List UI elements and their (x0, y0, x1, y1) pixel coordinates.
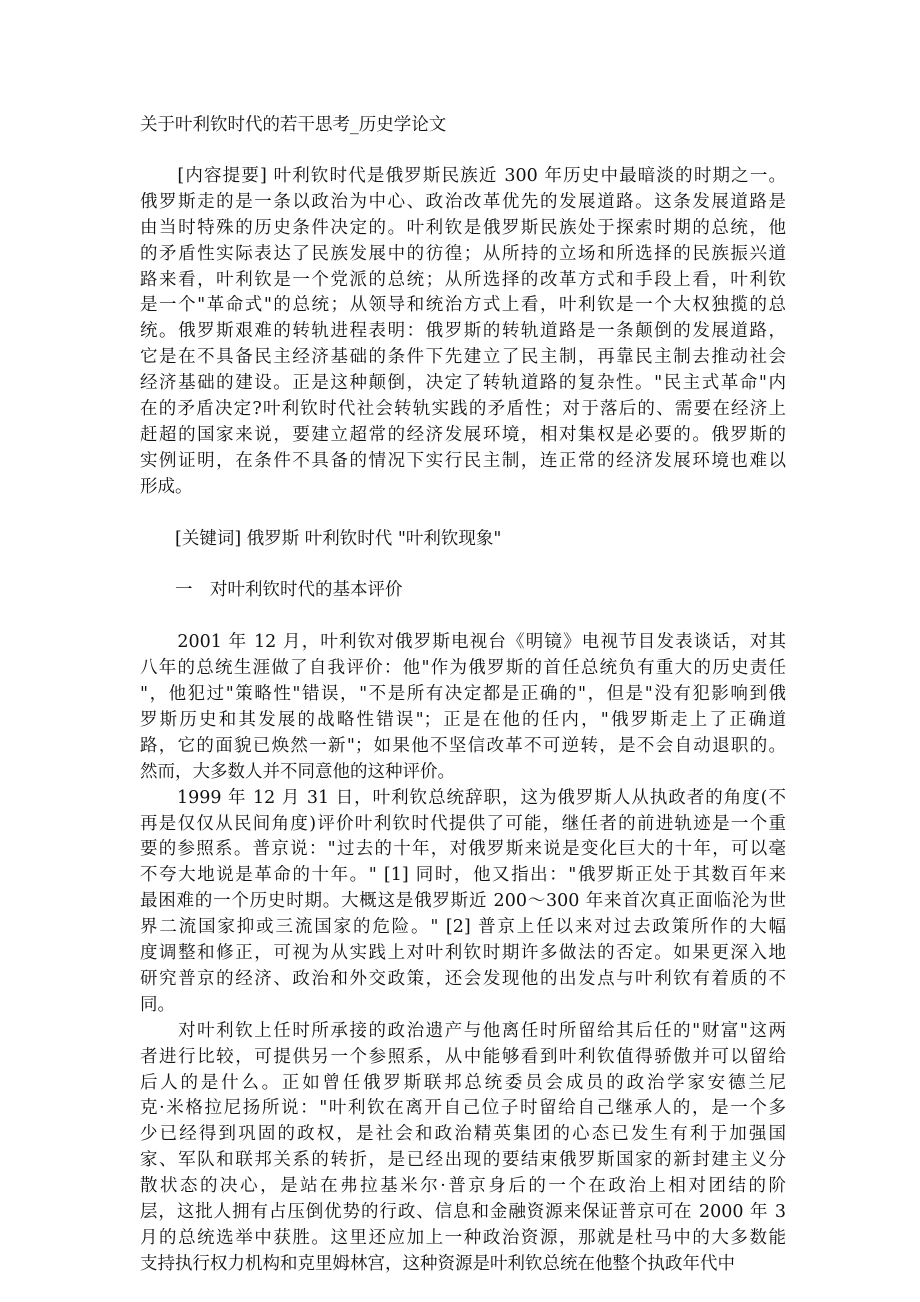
text-line: 要的参照系。普京说："过去的十年，对俄罗斯来说是变化巨大的十年，可以毫 (140, 839, 786, 860)
text-line: 在的矛盾决定?叶利钦时代社会转轨实践的矛盾性；对于落后的、需要在经济上 (140, 399, 786, 420)
text-line: "，他犯过"策略性"错误，"不是所有决定都是正确的"，但是"没有犯影响到俄 (140, 684, 786, 705)
text-line: 家、军队和联邦关系的转折，是已经出现的要结束俄罗斯国家的新封建主义分 (140, 1150, 786, 1171)
text-line: 后人的是什么。正如曾任俄罗斯联邦总统委员会成员的政治学家安德兰尼 (140, 1072, 786, 1093)
spacer (140, 604, 786, 630)
text-line: 路，它的面貌已焕然一新"；如果他不坚信改革不可逆转，是不会自动退职的。 (140, 735, 786, 756)
text-line: 八年的总统生涯做了自我评价：他"作为俄罗斯的首任总统负有重大的历史责任 (140, 658, 786, 679)
text-line: 同。 (140, 994, 175, 1015)
text-line: 2001 年 12 月，叶利钦对俄罗斯电视台《明镜》电视节目发表谈话，对其 (140, 632, 786, 653)
body-paragraph-2 (140, 786, 786, 1019)
text-line: 散状态的决心，是站在弗拉基米尔·普京身后的一个在政治上相对团结的阶 (140, 1176, 786, 1197)
text-line: 最困难的一个历史时期。大概这是俄罗斯近 200～300 年来首次真正面临沦为世 (140, 891, 786, 912)
text-line: 由当时特殊的历史条件决定的。叶利钦是俄罗斯民族处于探索时期的总统，他 (140, 217, 786, 238)
spacer (140, 501, 786, 527)
text-line: 路来看，叶利钦是一个党派的总统；从所选择的改革方式和手段上看，叶利钦 (140, 269, 786, 290)
text-line: 者进行比较，可提供另一个参照系，从中能够看到叶利钦值得骄傲并可以留给 (140, 1046, 786, 1067)
text-line: 1999 年 12 月 31 日，叶利钦总统辞职，这为俄罗斯人从执政者的角度(不 (140, 787, 786, 808)
text-line: 的矛盾性实际表达了民族发展中的彷徨；从所持的立场和所选择的民族振兴道 (140, 243, 786, 264)
body-paragraph-3 (140, 1019, 786, 1278)
text-line: 然而，大多数人并不同意他的这种评价。 (140, 761, 455, 782)
document-title: 关于叶利钦时代的若干思考_历史学论文 (140, 115, 447, 135)
text-line: 少已经得到巩固的政权，是社会和政治精英集团的心态已发生有利于加强国 (140, 1124, 786, 1145)
text-line: 对叶利钦上任时所承接的政治遗产与他离任时所留给其后任的"财富"这两 (140, 1020, 786, 1041)
document-page (140, 112, 786, 1278)
abstract-paragraph (140, 164, 786, 501)
spacer (140, 552, 786, 578)
section-heading: 一 对叶利钦时代的基本评价 (140, 580, 403, 601)
text-line: 界二流国家抑或三流国家的危险。" [2] 普京上任以来对过去政策所作的大幅 (140, 917, 786, 938)
text-line: 是一个"革命式"的总统；从领导和统治方式上看，叶利钦是一个大权独揽的总 (140, 295, 786, 316)
text-line: 不夸大地说是革命的十年。" [1] 同时，他又指出："俄罗斯正处于其数百年来 (140, 865, 786, 886)
text-line: 度调整和修正，可视为从实践上对叶利钦时期许多做法的否定。如果更深入地 (140, 943, 786, 964)
text-line: 月的总统选举中获胜。这里还应加上一种政治资源，那就是杜马中的大多数能 (140, 1227, 786, 1248)
text-line: 俄罗斯走的是一条以政治为中心、政治改革优先的发展道路。这条发展道路是 (140, 191, 786, 212)
text-line: 支持执行权力机构和克里姆林宫，这种资源是叶利钦总统在他整个执政年代中 (140, 1253, 735, 1274)
text-line: [内容提要] 叶利钦时代是俄罗斯民族近 300 年历史中最暗淡的时期之一。 (140, 166, 786, 186)
text-line: 赶超的国家来说，要建立超常的经济发展环境，相对集权是必要的。俄罗斯的 (140, 424, 786, 445)
text-line: 罗斯历史和其发展的战略性错误"；正是在他的任内，"俄罗斯走上了正确道 (140, 710, 786, 731)
text-line: 它是在不具备民主经济基础的条件下先建立了民主制，再靠民主制去推动社会 (140, 347, 786, 368)
body-paragraph-1 (140, 630, 786, 785)
text-line: 层，这批人拥有占压倒优势的行政、信息和金融资源来保证普京可在 2000 年 3 (140, 1201, 786, 1222)
text-line: 形成。 (140, 476, 193, 497)
text-line: 再是仅仅从民间角度)评价叶利钦时代提供了可能，继任者的前进轨迹是一个重 (140, 813, 786, 834)
text-line: 统。俄罗斯艰难的转轨进程表明：俄罗斯的转轨道路是一条颠倒的发展道路， (140, 321, 786, 342)
keywords-line: [关键词] 俄罗斯 叶利钦时代 "叶利钦现象" (140, 528, 502, 549)
text-line: 克·米格拉尼扬所说："叶利钦在离开自己位子时留给自己继承人的，是一个多 (140, 1098, 786, 1119)
text-line: 经济基础的建设。正是这种颠倒，决定了转轨道路的复杂性。"民主式革命"内 (140, 373, 786, 394)
text-line: 实例证明，在条件不具备的情况下实行民主制，连正常的经济发展环境也难以 (140, 450, 786, 471)
text-line: 研究普京的经济、政治和外交政策，还会发现他的出发点与叶利钦有着质的不 (140, 968, 786, 989)
